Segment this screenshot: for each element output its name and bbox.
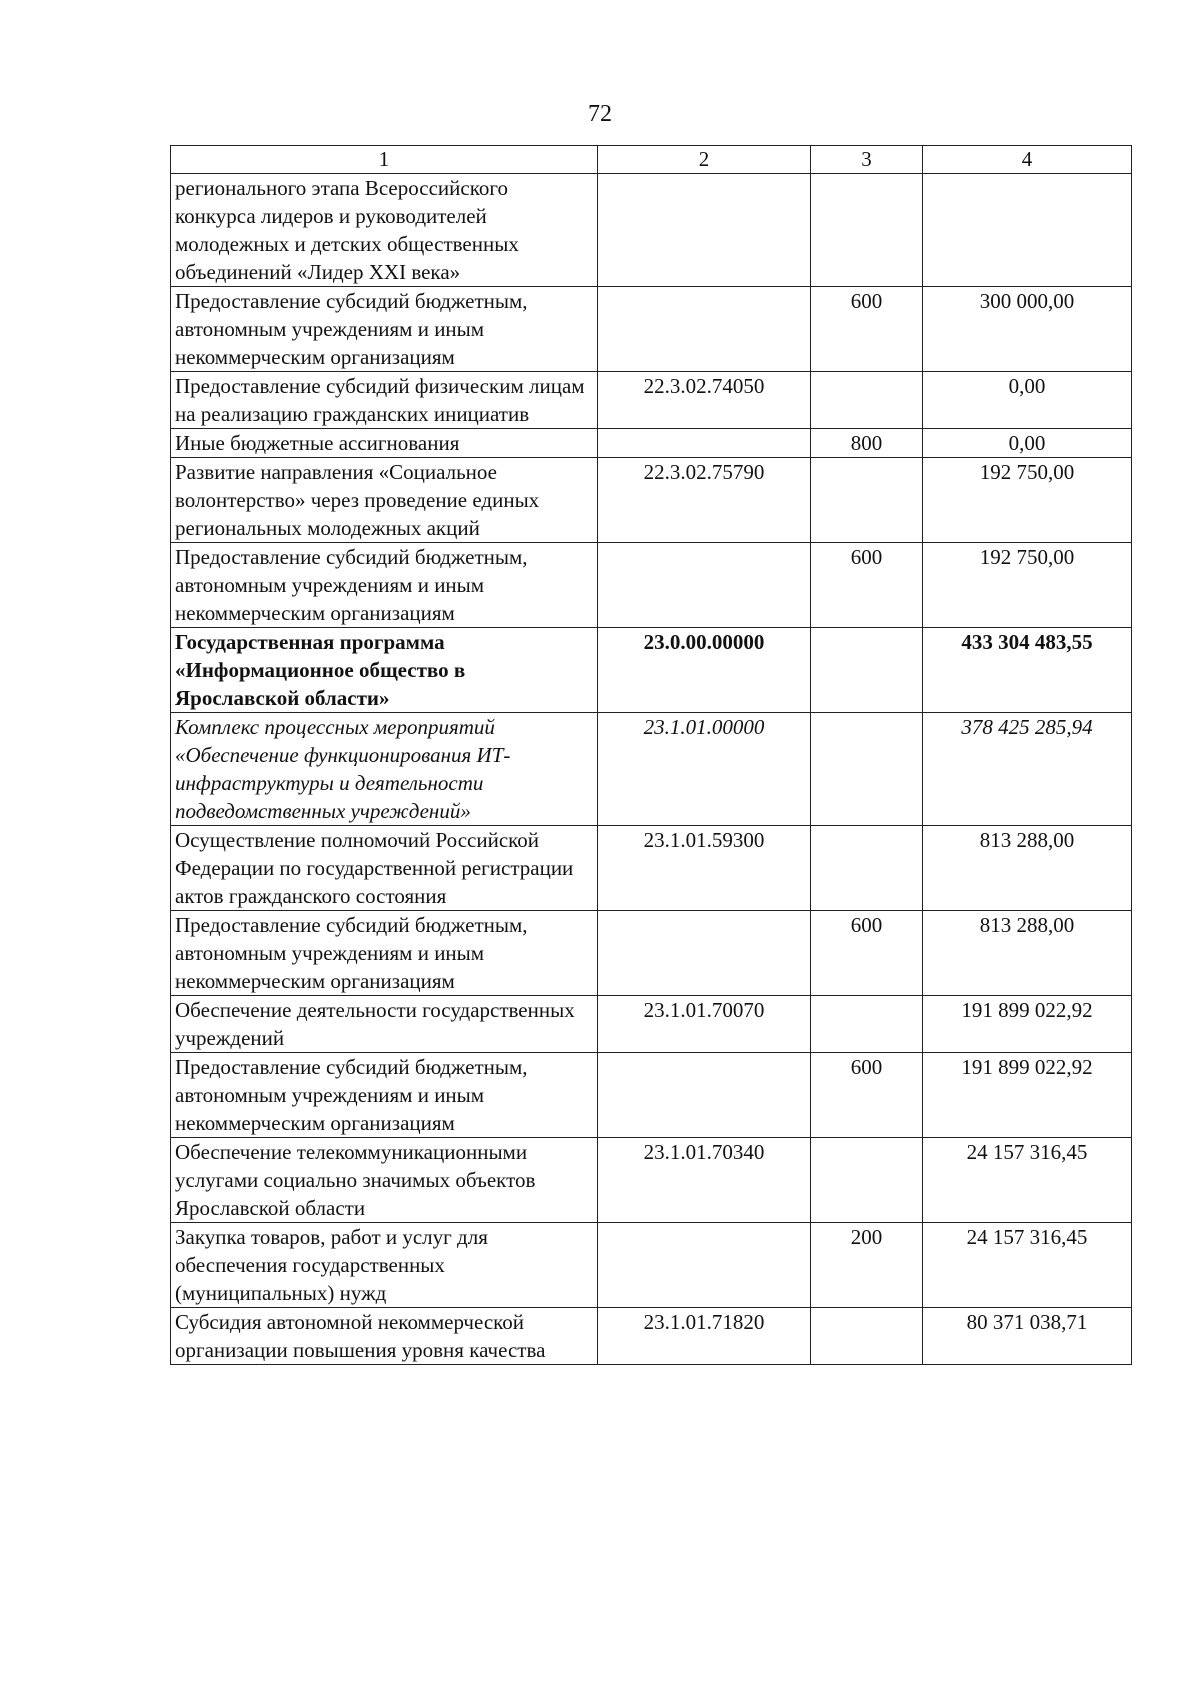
cell-expense-type [811, 1308, 923, 1365]
cell-amount [923, 174, 1132, 287]
table-row [171, 713, 1132, 826]
cell-expense-type: 600 [811, 287, 923, 372]
cell-expense-type [811, 996, 923, 1053]
table-row [171, 543, 1132, 628]
cell-amount: 0,00 [923, 372, 1132, 429]
table-row [171, 1053, 1132, 1138]
cell-name: Субсидия автономной некоммерческой организации повышения уровня качества [171, 1308, 598, 1365]
table-row [171, 911, 1132, 996]
page-number: 72 [588, 101, 612, 127]
cell-code: 23.1.01.70340 [598, 1138, 811, 1223]
cell-code [598, 543, 811, 628]
table-row [171, 287, 1132, 372]
cell-expense-type [811, 826, 923, 911]
cell-code: 23.1.01.59300 [598, 826, 811, 911]
cell-expense-type [811, 458, 923, 543]
table-row [171, 996, 1132, 1053]
cell-name: Осуществление полномочий Российской Федерации по государственной регистрации актов гражданского состояния [171, 826, 598, 911]
cell-code: 23.0.00.00000 [598, 628, 811, 713]
cell-amount: 24 157 316,45 [923, 1138, 1132, 1223]
cell-expense-type: 600 [811, 543, 923, 628]
budget-table [170, 145, 1132, 1365]
table-row [171, 174, 1132, 287]
table-row [171, 1138, 1132, 1223]
cell-amount: 433 304 483,55 [923, 628, 1132, 713]
table-row [171, 372, 1132, 429]
cell-code [598, 287, 811, 372]
cell-code [598, 911, 811, 996]
cell-name: Развитие направления «Социальное волонтерство» через проведение единых региональных молодежных акций [171, 458, 598, 543]
cell-expense-type [811, 174, 923, 287]
table-row [171, 458, 1132, 543]
cell-expense-type [811, 1138, 923, 1223]
cell-expense-type [811, 372, 923, 429]
cell-amount: 192 750,00 [923, 543, 1132, 628]
header-col-3: 3 [811, 146, 923, 174]
cell-name: Закупка товаров, работ и услуг для обеспечения государственных (муниципальных) нужд [171, 1223, 598, 1308]
cell-name: Обеспечение телекоммуникационными услугами социально значимых объектов Ярославской области [171, 1138, 598, 1223]
cell-expense-type: 600 [811, 911, 923, 996]
cell-name: Обеспечение деятельности государственных учреждений [171, 996, 598, 1053]
cell-name: Предоставление субсидий физическим лицам на реализацию гражданских инициатив [171, 372, 598, 429]
cell-name: Предоставление субсидий бюджетным, автономным учреждениям и иным некоммерческим организациям [171, 1053, 598, 1138]
table-row [171, 1308, 1132, 1365]
header-col-1: 1 [171, 146, 598, 174]
cell-name: Предоставление субсидий бюджетным, автономным учреждениям и иным некоммерческим организациям [171, 287, 598, 372]
cell-code [598, 429, 811, 458]
cell-amount: 192 750,00 [923, 458, 1132, 543]
cell-expense-type: 200 [811, 1223, 923, 1308]
cell-code [598, 1053, 811, 1138]
cell-code: 22.3.02.74050 [598, 372, 811, 429]
cell-code: 23.1.01.71820 [598, 1308, 811, 1365]
cell-name: Комплекс процессных мероприятий «Обеспечение функционирования ИТ-инфраструктуры и деятельности подведомственных учреждений» [171, 713, 598, 826]
cell-name: Предоставление субсидий бюджетным, автономным учреждениям и иным некоммерческим организациям [171, 543, 598, 628]
header-col-4: 4 [923, 146, 1132, 174]
cell-code: 23.1.01.00000 [598, 713, 811, 826]
cell-amount: 813 288,00 [923, 911, 1132, 996]
cell-expense-type [811, 628, 923, 713]
cell-expense-type [811, 713, 923, 826]
cell-name: регионального этапа Всероссийского конкурса лидеров и руководителей молодежных и детских общественных объединений «Лидер XXI века» [171, 174, 598, 287]
cell-amount: 813 288,00 [923, 826, 1132, 911]
header-col-2: 2 [598, 146, 811, 174]
cell-name: Государственная программа «Информационное общество в Ярославской области» [171, 628, 598, 713]
cell-code: 22.3.02.75790 [598, 458, 811, 543]
table-row [171, 826, 1132, 911]
table-header-row [171, 146, 1132, 174]
cell-amount: 24 157 316,45 [923, 1223, 1132, 1308]
cell-code: 23.1.01.70070 [598, 996, 811, 1053]
cell-code [598, 1223, 811, 1308]
cell-expense-type: 800 [811, 429, 923, 458]
cell-amount: 191 899 022,92 [923, 1053, 1132, 1138]
cell-amount: 378 425 285,94 [923, 713, 1132, 826]
cell-expense-type: 600 [811, 1053, 923, 1138]
cell-amount: 0,00 [923, 429, 1132, 458]
table-row [171, 1223, 1132, 1308]
cell-amount: 191 899 022,92 [923, 996, 1132, 1053]
cell-code [598, 174, 811, 287]
cell-name: Предоставление субсидий бюджетным, автономным учреждениям и иным некоммерческим организациям [171, 911, 598, 996]
table-row [171, 429, 1132, 458]
cell-name: Иные бюджетные ассигнования [171, 429, 598, 458]
cell-amount: 300 000,00 [923, 287, 1132, 372]
table-row [171, 628, 1132, 713]
cell-amount: 80 371 038,71 [923, 1308, 1132, 1365]
